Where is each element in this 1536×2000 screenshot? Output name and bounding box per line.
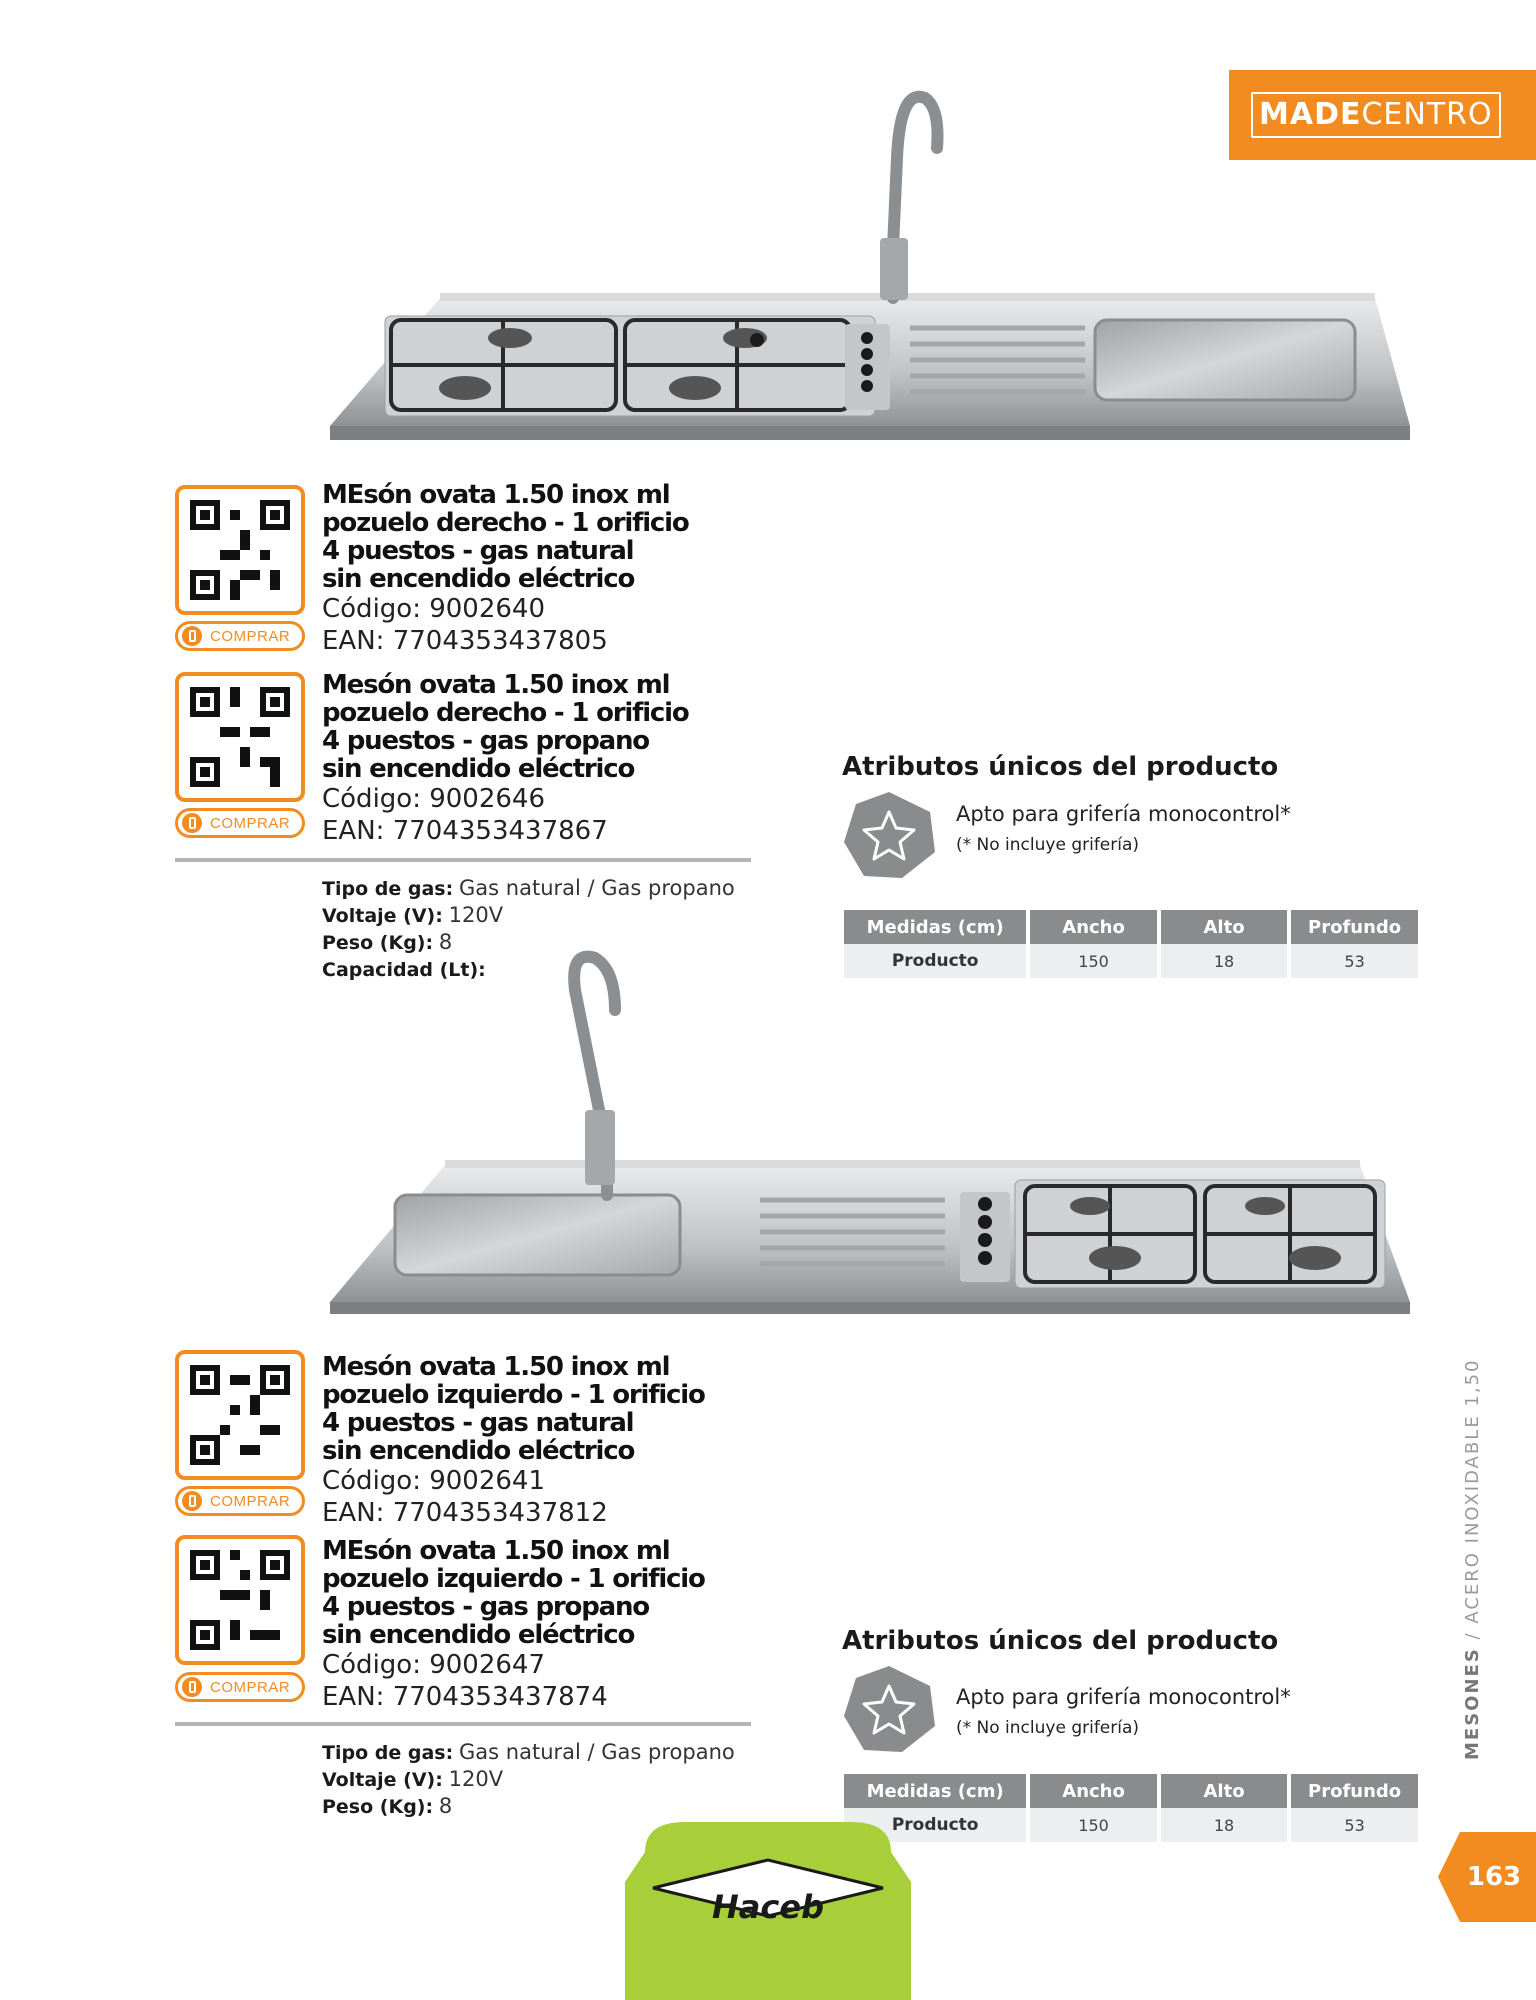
- buy-button-label: COMPRAR: [210, 814, 291, 832]
- section-side-label: MESONES / ACERO INOXIDABLE 1,50: [1462, 1358, 1483, 1760]
- dimensions-header-row: [844, 1774, 1418, 1808]
- dimensions-cell: 18: [1161, 944, 1287, 978]
- product-title-line: MEsón ovata 1.50 inox ml: [322, 1536, 670, 1566]
- phone-icon: [182, 1677, 202, 1697]
- product-image-left-sink: [325, 950, 1415, 1315]
- phone-icon: [182, 1491, 202, 1511]
- buy-button[interactable]: [175, 1486, 305, 1516]
- product-title-line: sin encendido eléctrico: [322, 1436, 635, 1466]
- dimensions-cell: 150: [1030, 944, 1157, 978]
- dimensions-header: Ancho: [1030, 910, 1157, 944]
- dimensions-header: Profundo: [1291, 1774, 1418, 1808]
- product-title-line: sin encendido eléctrico: [322, 564, 635, 594]
- product-title-line: pozuelo izquierdo - 1 orificio: [322, 1564, 705, 1594]
- product-title-line: 4 puestos - gas propano: [322, 726, 649, 756]
- product-title-line: pozuelo derecho - 1 orificio: [322, 698, 689, 728]
- attribute-text: Apto para grifería monocontrol*: [956, 1685, 1291, 1709]
- dimensions-header: Alto: [1161, 1774, 1287, 1808]
- attribute-text: Apto para grifería monocontrol*: [956, 802, 1291, 826]
- spec-row: Tipo de gas: Gas natural / Gas propano: [322, 1740, 735, 1764]
- product-title-line: 4 puestos - gas propano: [322, 1592, 649, 1622]
- qr-code[interactable]: [175, 485, 305, 615]
- product-code: Código: 9002640: [322, 594, 546, 624]
- dimensions-cell: 150: [1030, 1808, 1157, 1842]
- dimensions-header-row: [844, 910, 1418, 944]
- buy-button-label: COMPRAR: [210, 1492, 291, 1510]
- buy-button-label: COMPRAR: [210, 1678, 291, 1696]
- product-title-line: Mesón ovata 1.50 inox ml: [322, 1352, 670, 1382]
- product-ean: EAN: 7704353437867: [322, 816, 608, 846]
- product-title-line: pozuelo izquierdo - 1 orificio: [322, 1380, 705, 1410]
- product-title-line: sin encendido eléctrico: [322, 754, 635, 784]
- haceb-logo: Haceb: [625, 1822, 911, 2000]
- qr-code[interactable]: [175, 1350, 305, 1480]
- spec-row: Voltaje (V): 120V: [322, 1767, 504, 1791]
- brand-logo: MADECENTRO: [1251, 92, 1501, 138]
- qr-code-graphic: [190, 500, 290, 600]
- qr-code-graphic: [190, 1550, 290, 1650]
- dimensions-header: Profundo: [1291, 910, 1418, 944]
- dimensions-table: [840, 1774, 1422, 1842]
- buy-button[interactable]: [175, 1672, 305, 1702]
- buy-button[interactable]: [175, 808, 305, 838]
- qr-code[interactable]: [175, 1535, 305, 1665]
- product-title-line: pozuelo derecho - 1 orificio: [322, 508, 689, 538]
- specs-list: [322, 1739, 735, 1820]
- dimensions-cell: 18: [1161, 1808, 1287, 1842]
- product-title-line: Mesón ovata 1.50 inox ml: [322, 670, 670, 700]
- product-image-right-sink: [325, 88, 1410, 448]
- spec-row: Peso (Kg): 8: [322, 1794, 453, 1818]
- spec-row: Tipo de gas: Gas natural / Gas propano: [322, 876, 735, 900]
- section-divider: [175, 858, 751, 862]
- product-title-line: sin encendido eléctrico: [322, 1620, 635, 1650]
- buy-button[interactable]: [175, 621, 305, 651]
- star-badge-icon: [842, 790, 937, 880]
- dimensions-cell: Producto: [844, 1808, 1026, 1842]
- spec-row: Peso (Kg): 8: [322, 930, 453, 954]
- product-title-line: MEsón ovata 1.50 inox ml: [322, 480, 670, 510]
- page-number: 163: [1438, 1832, 1536, 1922]
- dimensions-cell: 53: [1291, 944, 1418, 978]
- product-info: [322, 1537, 705, 1713]
- attribute-note: (* No incluye grifería): [956, 1718, 1140, 1738]
- attribute-note: (* No incluye grifería): [956, 835, 1140, 855]
- phone-icon: [182, 813, 202, 833]
- phone-icon: [182, 626, 202, 646]
- attributes-title: Atributos únicos del producto: [842, 752, 1279, 782]
- product-code: Código: 9002646: [322, 784, 546, 814]
- qr-code[interactable]: [175, 672, 305, 802]
- dimensions-header: Ancho: [1030, 1774, 1157, 1808]
- attributes-title: Atributos únicos del producto: [842, 1626, 1279, 1656]
- product-ean: EAN: 7704353437874: [322, 1682, 608, 1712]
- buy-button-label: COMPRAR: [210, 627, 291, 645]
- product-title-line: 4 puestos - gas natural: [322, 536, 634, 566]
- product-info: [322, 671, 689, 847]
- product-title-line: 4 puestos - gas natural: [322, 1408, 634, 1438]
- section-divider: [175, 1722, 751, 1726]
- dimensions-header: Alto: [1161, 910, 1287, 944]
- spec-row: Voltaje (V): 120V: [322, 903, 504, 927]
- dimensions-cell: 53: [1291, 1808, 1418, 1842]
- star-badge-icon: [842, 1664, 937, 1754]
- dimensions-header: Medidas (cm): [844, 910, 1026, 944]
- qr-code-graphic: [190, 1365, 290, 1465]
- product-ean: EAN: 7704353437812: [322, 1498, 608, 1528]
- dimensions-cell: Producto: [844, 944, 1026, 978]
- dimensions-row: [844, 1808, 1418, 1842]
- qr-code-graphic: [190, 687, 290, 787]
- product-code: Código: 9002647: [322, 1650, 546, 1680]
- spec-row: Capacidad (Lt):: [322, 959, 486, 981]
- product-info: [322, 481, 689, 657]
- product-info: [322, 1353, 705, 1529]
- product-code: Código: 9002641: [322, 1466, 546, 1496]
- product-ean: EAN: 7704353437805: [322, 626, 608, 656]
- dimensions-header: Medidas (cm): [844, 1774, 1026, 1808]
